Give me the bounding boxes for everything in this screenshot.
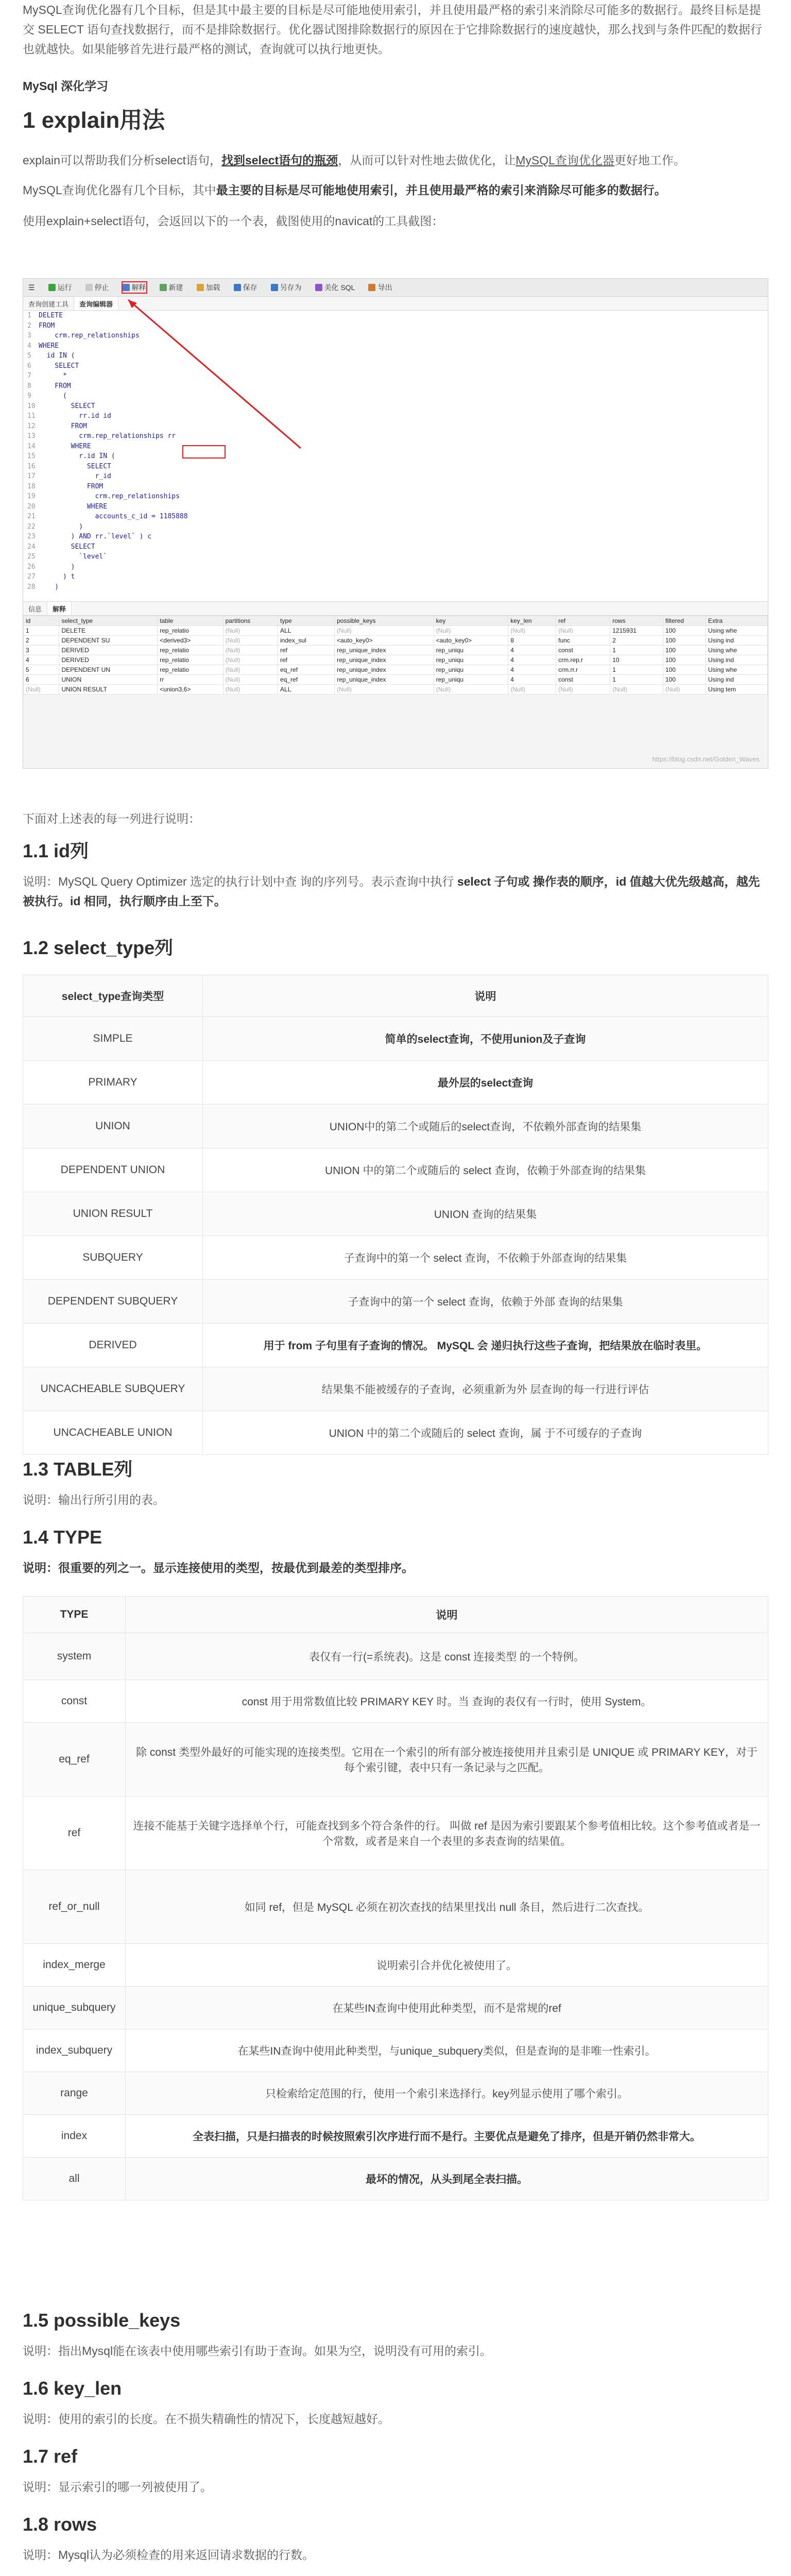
result-tabs bbox=[23, 601, 768, 616]
code-line: 22 ) bbox=[27, 522, 83, 531]
table-cell-desc: UNION 查询的结果集 bbox=[203, 1192, 768, 1236]
grid-cell: Using ind bbox=[706, 675, 768, 685]
grid-cell: DEPENDENT UN bbox=[59, 665, 158, 675]
tab-explain[interactable]: 解释 bbox=[47, 602, 72, 615]
table-cell-key: ref_or_null bbox=[23, 1870, 126, 1944]
grid-cell: (Null) bbox=[508, 685, 556, 694]
grid-cell: (Null) bbox=[223, 626, 278, 636]
section-heading-ref: 1.7 ref bbox=[23, 2446, 78, 2467]
grid-cell: (Null) bbox=[223, 665, 278, 675]
grid-cell: Using whe bbox=[706, 665, 768, 675]
tab-query-editor[interactable]: 查询编辑器 bbox=[74, 297, 118, 310]
grid-column-header[interactable]: key bbox=[434, 616, 508, 626]
code-line: 12 FROM bbox=[27, 422, 87, 430]
grid-cell: (Null) bbox=[434, 626, 508, 636]
table-row bbox=[23, 1192, 768, 1236]
code-line: 20 WHERE bbox=[27, 502, 108, 511]
grid-cell: ALL bbox=[278, 626, 335, 636]
tab-info[interactable]: 信息 bbox=[23, 602, 47, 615]
table-intro: 下面对上述表的每一列进行说明： bbox=[23, 812, 200, 825]
grid-row[interactable] bbox=[24, 675, 768, 685]
grid-cell: 4 bbox=[508, 675, 556, 685]
table-cell-desc: 除 const 类型外最好的可能实现的连接类型。它用在一个索引的所有部分被连接使用并且索引是 UNIQUE 或 PRIMARY KEY，对于每个索引键，表中只有一条记录与之匹配。 bbox=[126, 1723, 768, 1797]
grid-cell: const bbox=[556, 646, 610, 655]
grid-cell: index_sul bbox=[278, 636, 335, 646]
grid-cell: 1215931 bbox=[610, 626, 663, 636]
code-line: 16 SELECT bbox=[27, 462, 111, 470]
table-cell-desc: 用于 from 子句里有子查询的情况。 MySQL 会 递归执行这些子查询，把结果放在临时表里。 bbox=[203, 1324, 768, 1367]
table-cell-key: SIMPLE bbox=[23, 1017, 203, 1061]
new-button[interactable]: 新建 bbox=[160, 282, 183, 293]
grid-cell: 4 bbox=[508, 665, 556, 675]
table-cell-key: index_subquery bbox=[23, 2029, 126, 2072]
section-heading-table: 1.3 TABLE列 bbox=[23, 1459, 133, 1480]
key-len-description: 说明：使用的索引的长度。在不损失精确性的情况下，长度越短越好。 bbox=[23, 2412, 390, 2426]
id-description: 说明：MySQL Query Optimizer 选定的执行计划中查 询的序列号。表示查询中执行 select 子句或 操作表的顺序，id 值越大优先级越高，越先 被执行。id 相同，执行顺序由上至下。 bbox=[23, 875, 760, 908]
grid-cell: (Null) bbox=[223, 685, 278, 694]
table-cell-desc: UNION 中的第二个或随后的 select 查询，属 于不可缓存的子查询 bbox=[203, 1411, 768, 1455]
grid-cell: 10 bbox=[610, 655, 663, 665]
table-row bbox=[23, 1870, 768, 1944]
grid-cell: 1 bbox=[610, 646, 663, 655]
table-row bbox=[23, 1367, 768, 1411]
code-line: 8 FROM bbox=[27, 382, 71, 390]
table-cell-key: SUBQUERY bbox=[23, 1236, 203, 1280]
table-cell-key: range bbox=[23, 2072, 126, 2115]
grid-cell: 100 bbox=[663, 655, 706, 665]
grid-cell: (Null) bbox=[663, 685, 706, 694]
section-heading-key-len: 1.6 key_len bbox=[23, 2378, 122, 2399]
table-row bbox=[23, 1797, 768, 1870]
grid-cell: 1 bbox=[610, 665, 663, 675]
grid-cell: 6 bbox=[24, 675, 59, 685]
table-cell-desc: const 用于用常数值比较 PRIMARY KEY 时。当 查询的表仅有一行时，使用 System。 bbox=[126, 1680, 768, 1723]
grid-cell: 2 bbox=[610, 636, 663, 646]
table-cell-desc: 如同 ref，但是 MySQL 必须在初次查找的结果里找出 null 条目，然后进行二次查找。 bbox=[126, 1870, 768, 1944]
table-cell-key: index_merge bbox=[23, 1944, 126, 1987]
possible-keys-description: 说明：指出Mysql能在该表中使用哪些索引有助于查询。如果为空，说明没有可用的索引。 bbox=[23, 2344, 492, 2358]
table-cell-key: DEPENDENT UNION bbox=[23, 1148, 203, 1192]
grid-cell: rep_uniqu bbox=[434, 655, 508, 665]
table-row bbox=[23, 1633, 768, 1680]
explain-paragraph-2: MySQL查询优化器有几个目标，其中最主要的目标是尽可能地使用索引，并且使用最严格的索引来消除尽可能多的数据行。 bbox=[23, 183, 666, 197]
table-row bbox=[23, 1680, 768, 1723]
grid-cell: (Null) bbox=[335, 685, 434, 694]
grid-cell: 100 bbox=[663, 665, 706, 675]
save-button[interactable]: 保存 bbox=[234, 282, 257, 293]
table-cell-desc: 结果集不能被缓存的子查询，必须重新为外 层查询的每一行进行评估 bbox=[203, 1367, 768, 1411]
grid-cell: (Null) bbox=[335, 626, 434, 636]
tab-query-builder[interactable]: 查询创建工具 bbox=[23, 297, 74, 310]
code-line: 13 crm.rep_relationships rr bbox=[27, 432, 176, 440]
grid-cell: DERIVED bbox=[59, 646, 158, 655]
grid-cell: Using whe bbox=[706, 626, 768, 636]
grid-cell: 5 bbox=[24, 665, 59, 675]
table-description: 说明：输出行所引用的表。 bbox=[23, 1493, 165, 1506]
code-line: 23 ) AND rr.`level` ) c bbox=[27, 533, 152, 540]
table-row bbox=[23, 2029, 768, 2072]
grid-cell: eq_ref bbox=[278, 665, 335, 675]
ref-description: 说明：显示索引的哪一列被使用了。 bbox=[23, 2480, 212, 2494]
grid-cell: DERIVED bbox=[59, 655, 158, 665]
grid-cell: rep_unique_index bbox=[335, 655, 434, 665]
code-line: 6 SELECT bbox=[27, 362, 79, 370]
grid-cell: const bbox=[556, 675, 610, 685]
grid-row[interactable] bbox=[24, 626, 768, 636]
grid-cell: ALL bbox=[278, 685, 335, 694]
grid-cell: rep_relatio bbox=[158, 665, 223, 675]
explain-paragraph-1: explain可以帮助我们分析select语句，找到select语句的瓶颈，从而可以针对性地去做优化，让MySQL查询优化器更好地工作。 bbox=[23, 154, 685, 167]
grid-cell: Using whe bbox=[706, 646, 768, 655]
table-cell-desc: 最坏的情况，从头到尾全表扫描。 bbox=[126, 2158, 768, 2200]
table-row bbox=[23, 1236, 768, 1280]
table-row bbox=[23, 1017, 768, 1061]
type-table bbox=[23, 1596, 768, 2200]
menu-icon[interactable]: ☰ bbox=[28, 283, 35, 292]
table-cell-key: index bbox=[23, 2115, 126, 2158]
table-cell-desc: 说明索引合并优化被使用了。 bbox=[126, 1944, 768, 1987]
table-cell-key: UNCACHEABLE SUBQUERY bbox=[23, 1367, 203, 1411]
grid-cell: DELETE bbox=[59, 626, 158, 636]
watermark: https://blog.csdn.net/Golden_Waves bbox=[652, 755, 760, 763]
grid-cell: UNION bbox=[59, 675, 158, 685]
table-row bbox=[23, 1105, 768, 1148]
grid-cell: (Null) bbox=[223, 655, 278, 665]
grid-cell: 1 bbox=[24, 626, 59, 636]
table-cell-key: eq_ref bbox=[23, 1723, 126, 1797]
stop-button[interactable]: 停止 bbox=[85, 282, 109, 293]
table-header-row bbox=[23, 1597, 768, 1633]
grid-cell: crm.rep.r bbox=[556, 655, 610, 665]
select-type-table bbox=[23, 975, 768, 1455]
code-line: 27 ) t bbox=[27, 573, 75, 581]
code-line: 19 crm.rep_relationships bbox=[27, 493, 180, 500]
grid-row[interactable] bbox=[24, 665, 768, 675]
grid-cell: rep_uniqu bbox=[434, 665, 508, 675]
grid-cell: Using ind bbox=[706, 636, 768, 646]
code-line: 15 r.id IN ( bbox=[27, 452, 115, 460]
code-line: 7 * bbox=[27, 372, 67, 380]
table-row bbox=[23, 1723, 768, 1797]
grid-cell: ref bbox=[278, 646, 335, 655]
grid-cell: (Null) bbox=[556, 626, 610, 636]
grid-cell: Using tem bbox=[706, 685, 768, 694]
section-heading-rows: 1.8 rows bbox=[23, 2514, 97, 2535]
run-button[interactable]: 运行 bbox=[48, 282, 72, 293]
series-title: MySql 深化学习 bbox=[23, 79, 109, 93]
grid-cell: Using ind bbox=[706, 655, 768, 665]
grid-cell: 8 bbox=[508, 636, 556, 646]
grid-cell: 4 bbox=[24, 655, 59, 665]
rows-description: 说明：Mysql认为必须检查的用来返回请求数据的行数。 bbox=[23, 2548, 315, 2562]
grid-row[interactable] bbox=[24, 646, 768, 655]
table-cell-desc: 最外层的select查询 bbox=[203, 1061, 768, 1105]
table-header-cell: 说明 bbox=[203, 975, 768, 1017]
annotation-highlight-box bbox=[182, 445, 226, 459]
table-cell-key: all bbox=[23, 2158, 126, 2200]
grid-column-header[interactable]: type bbox=[278, 616, 335, 626]
section-heading-id: 1.1 id列 bbox=[23, 840, 89, 861]
code-line: 10 SELECT bbox=[27, 402, 95, 410]
grid-header-row bbox=[24, 616, 768, 626]
table-row bbox=[23, 1061, 768, 1105]
grid-cell: rr bbox=[158, 675, 223, 685]
table-row bbox=[23, 2072, 768, 2115]
table-cell-key: ref bbox=[23, 1797, 126, 1870]
code-line: 24 SELECT bbox=[27, 543, 95, 551]
code-line: 2 FROM bbox=[27, 321, 55, 330]
table-cell-desc: 只检索给定范围的行，使用一个索引来选择行。key列显示使用了哪个索引。 bbox=[126, 2072, 768, 2115]
grid-column-header[interactable]: partitions bbox=[223, 616, 278, 626]
section-heading-possible-keys: 1.5 possible_keys bbox=[23, 2310, 181, 2331]
grid-cell: eq_ref bbox=[278, 675, 335, 685]
code-line: 28 ) bbox=[27, 583, 59, 591]
grid-cell: UNION RESULT bbox=[59, 685, 158, 694]
code-line: 18 FROM bbox=[27, 482, 104, 490]
section-heading-select-type: 1.2 select_type列 bbox=[23, 937, 174, 958]
table-header-row bbox=[23, 975, 768, 1017]
grid-cell: DEPENDENT SU bbox=[59, 636, 158, 646]
table-cell-key: UNCACHEABLE UNION bbox=[23, 1411, 203, 1455]
table-cell-desc: 在某些IN查询中使用此种类型，而不是常规的ref bbox=[126, 1987, 768, 2029]
table-cell-key: system bbox=[23, 1633, 126, 1680]
explain-paragraph-3: 使用explain+select语句，会返回以下的一个表，截图使用的navicat的工具截图： bbox=[23, 214, 444, 228]
grid-row[interactable] bbox=[24, 685, 768, 694]
table-cell-desc: 子查询中的第一个 select 查询，不依赖于外部查询的结果集 bbox=[203, 1236, 768, 1280]
explain-button[interactable]: 解释 bbox=[123, 282, 146, 293]
grid-cell: rep_unique_index bbox=[335, 675, 434, 685]
save-as-button[interactable]: 另存为 bbox=[271, 282, 302, 293]
code-line: 3 crm.rep_relationships bbox=[27, 332, 140, 340]
code-line: 1 DELETE bbox=[27, 312, 63, 319]
grid-column-header[interactable]: id bbox=[24, 616, 59, 626]
code-line: 5 id IN ( bbox=[27, 352, 75, 360]
grid-cell: 1 bbox=[610, 675, 663, 685]
grid-cell: 100 bbox=[663, 626, 706, 636]
table-row bbox=[23, 1324, 768, 1367]
grid-row[interactable] bbox=[24, 636, 768, 646]
grid-column-header[interactable]: table bbox=[158, 616, 223, 626]
grid-cell: (Null) bbox=[223, 675, 278, 685]
grid-cell: rep_uniqu bbox=[434, 646, 508, 655]
grid-cell: func bbox=[556, 636, 610, 646]
grid-row[interactable] bbox=[24, 655, 768, 665]
table-cell-desc: 连接不能基于关键字选择单个行，可能查找到多个符合条件的行。 叫做 ref 是因为索引要跟某个参考值相比较。这个参考值或者是一个常数，或者是来自一个表里的多表查询的结果值。 bbox=[126, 1797, 768, 1870]
table-header-cell: 说明 bbox=[126, 1597, 768, 1633]
grid-cell: crm.rr.r bbox=[556, 665, 610, 675]
code-line: 25 `level` bbox=[27, 553, 108, 561]
code-line: 17 r_id bbox=[27, 472, 111, 480]
table-header-cell: select_type查询类型 bbox=[23, 975, 203, 1017]
grid-cell: rep_relatio bbox=[158, 646, 223, 655]
grid-cell: 100 bbox=[663, 675, 706, 685]
beautify-sql-button[interactable]: 美化 SQL bbox=[315, 282, 355, 293]
grid-cell: 100 bbox=[663, 636, 706, 646]
grid-cell: rep_relatio bbox=[158, 626, 223, 636]
load-button[interactable]: 加载 bbox=[197, 282, 220, 293]
table-row bbox=[23, 1944, 768, 1987]
table-cell-key: DERIVED bbox=[23, 1324, 203, 1367]
grid-cell: (Null) bbox=[610, 685, 663, 694]
grid-cell: <union3,6> bbox=[158, 685, 223, 694]
grid-cell: <auto_key0> bbox=[434, 636, 508, 646]
grid-cell: (Null) bbox=[508, 626, 556, 636]
table-cell-key: const bbox=[23, 1680, 126, 1723]
table-header-cell: TYPE bbox=[23, 1597, 126, 1633]
grid-cell: ref bbox=[278, 655, 335, 665]
table-cell-desc: UNION 中的第二个或随后的 select 查询，依赖于外部查询的结果集 bbox=[203, 1148, 768, 1192]
grid-cell: rep_unique_index bbox=[335, 665, 434, 675]
grid-column-header[interactable]: select_type bbox=[59, 616, 158, 626]
type-description: 说明：很重要的列之一。显示连接使用的类型，按最优到最差的类型排序。 bbox=[23, 1561, 414, 1574]
grid-cell: 4 bbox=[508, 655, 556, 665]
table-cell-desc: UNION中的第二个或随后的select查询，不依赖外部查询的结果集 bbox=[203, 1105, 768, 1148]
grid-column-header[interactable]: ref bbox=[556, 616, 610, 626]
grid-column-header[interactable]: Extra bbox=[706, 616, 768, 626]
intro-paragraph: MySQL查询优化器有几个目标，但是其中最主要的目标是尽可能地使用索引，并且使用最严格的索引来消除尽可能多的数据行。最终目标是提交 SELECT 语句查找数据行，而不是排除数据行。优化器试图排除数据行的原因在于它排除数据行的速度越快，那么找到与条件匹配的数据行也就越快。如果能够首先进行最严格的测试，查询就可以执行地更快。 bbox=[23, 3, 762, 56]
code-line: 14 WHERE bbox=[27, 442, 91, 450]
table-cell-desc: 全表扫描，只是扫描表的时候按照索引次序进行而不是行。主要优点是避免了排序，但是开销仍然非常大。 bbox=[126, 2115, 768, 2158]
grid-cell: 100 bbox=[663, 646, 706, 655]
table-cell-key: DEPENDENT SUBQUERY bbox=[23, 1280, 203, 1324]
export-button[interactable]: 导出 bbox=[368, 282, 392, 293]
grid-cell: (Null) bbox=[223, 646, 278, 655]
grid-cell: rep_unique_index bbox=[335, 646, 434, 655]
section-heading-type: 1.4 TYPE bbox=[23, 1527, 102, 1548]
table-row bbox=[23, 1148, 768, 1192]
table-cell-desc: 子查询中的第一个 select 查询，依赖于外部 查询的结果集 bbox=[203, 1280, 768, 1324]
table-cell-key: unique_subquery bbox=[23, 1987, 126, 2029]
grid-cell: (Null) bbox=[556, 685, 610, 694]
code-line: 21 accounts_c_id = 1185888 bbox=[27, 513, 188, 520]
table-cell-desc: 表仅有一行(=系统表)。这是 const 连接类型 的一个特例。 bbox=[126, 1633, 768, 1680]
section-heading-explain: 1 explain用法 bbox=[23, 108, 165, 133]
table-row bbox=[23, 2115, 768, 2158]
grid-cell: rep_relatio bbox=[158, 655, 223, 665]
table-row bbox=[23, 1411, 768, 1455]
grid-cell: (Null) bbox=[24, 685, 59, 694]
table-cell-key: UNION bbox=[23, 1105, 203, 1148]
grid-cell: 3 bbox=[24, 646, 59, 655]
grid-cell: 4 bbox=[508, 646, 556, 655]
explain-result-grid bbox=[23, 616, 768, 694]
code-line: 26 ) bbox=[27, 563, 75, 571]
grid-column-header[interactable]: rows bbox=[610, 616, 663, 626]
table-cell-desc: 在某些IN查询中使用此种类型，与unique_subquery类似，但是查询的是非唯一性索引。 bbox=[126, 2029, 768, 2072]
table-row bbox=[23, 2158, 768, 2200]
grid-column-header[interactable]: key_len bbox=[508, 616, 556, 626]
grid-column-header[interactable]: possible_keys bbox=[335, 616, 434, 626]
grid-cell: (Null) bbox=[434, 685, 508, 694]
code-line: 9 ( bbox=[27, 392, 67, 400]
table-cell-desc: 简单的select查询，不使用union及子查询 bbox=[203, 1017, 768, 1061]
grid-column-header[interactable]: filtered bbox=[663, 616, 706, 626]
code-line: 4 WHERE bbox=[27, 342, 59, 350]
grid-cell: rep_uniqu bbox=[434, 675, 508, 685]
table-row bbox=[23, 1280, 768, 1324]
annotation-arrow bbox=[23, 278, 767, 484]
grid-cell: 2 bbox=[24, 636, 59, 646]
table-cell-key: PRIMARY bbox=[23, 1061, 203, 1105]
table-row bbox=[23, 1987, 768, 2029]
grid-cell: (Null) bbox=[223, 636, 278, 646]
grid-cell: <auto_key0> bbox=[335, 636, 434, 646]
table-cell-key: UNION RESULT bbox=[23, 1192, 203, 1236]
grid-cell: <derived3> bbox=[158, 636, 223, 646]
code-line: 11 rr.id id bbox=[27, 412, 111, 420]
